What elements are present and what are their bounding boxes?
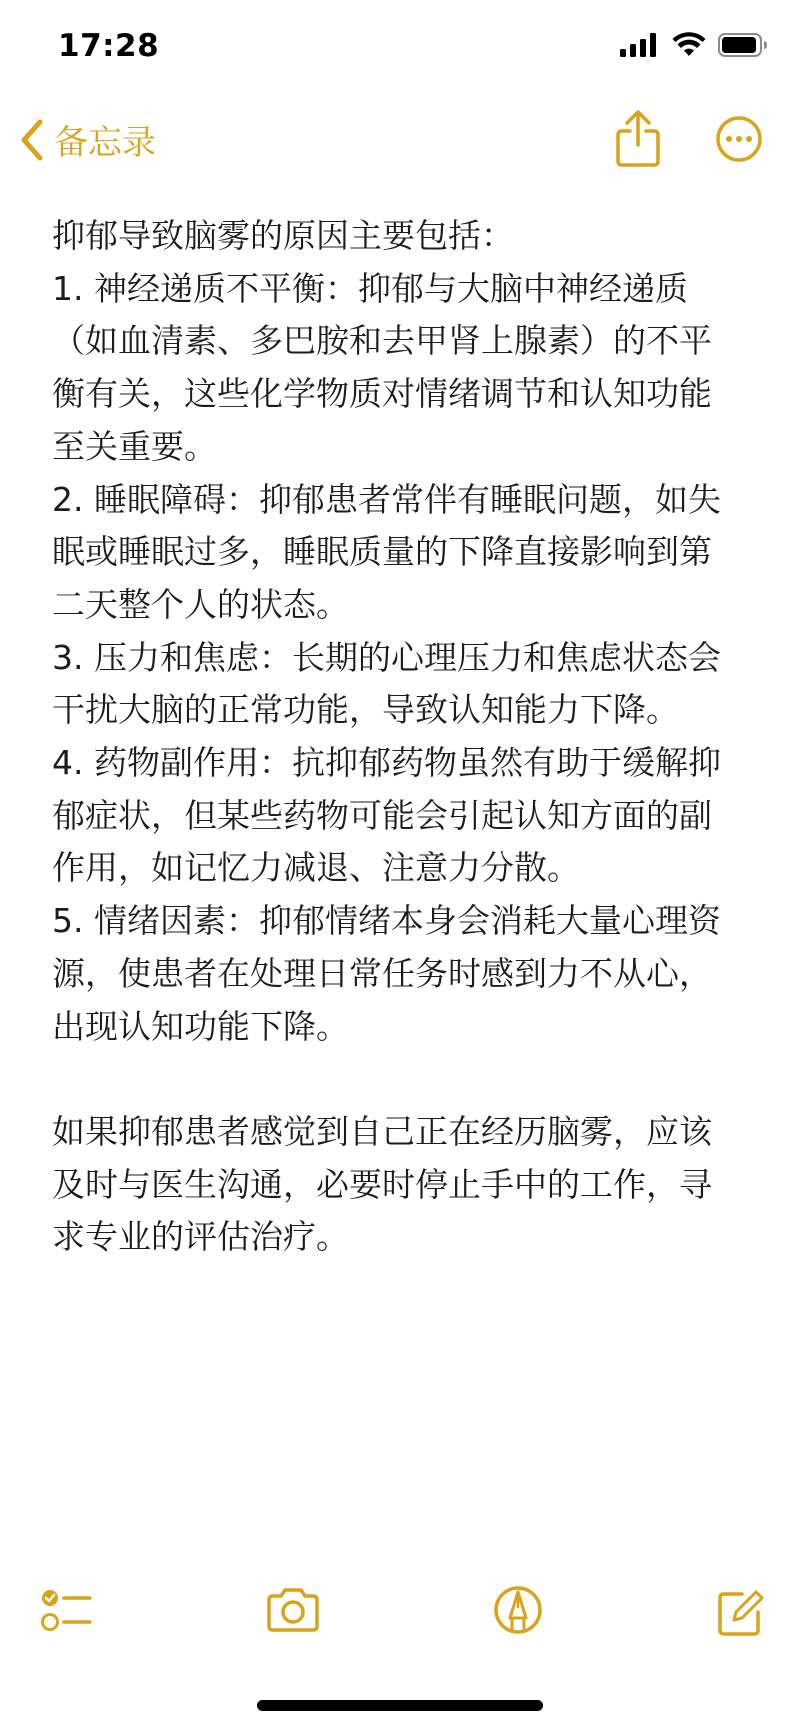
note-paragraph-1: 1. 神经递质不平衡：抑郁与大脑中神经递质（如血清素、多巴胺和去甲肾上腺素）的不平衡有关，这些化学物质对情绪调节和认知功能至关重要。 — [52, 268, 712, 466]
compose-icon — [714, 1580, 764, 1640]
note-blank-line — [52, 1053, 728, 1106]
camera-button[interactable] — [264, 1580, 322, 1644]
camera-icon — [264, 1580, 322, 1640]
share-icon — [612, 109, 664, 169]
ellipsis-circle-icon — [715, 115, 763, 163]
share-button[interactable] — [612, 109, 664, 169]
back-button[interactable] — [18, 115, 156, 164]
status-time: 17:28 — [58, 28, 160, 64]
cellular-signal-icon — [620, 33, 660, 57]
more-button[interactable] — [715, 115, 763, 163]
note-paragraph-3: 3. 压力和焦虑：长期的心理压力和焦虑状态会干扰大脑的正常功能，导致认知能力下降。 — [52, 637, 721, 730]
bottom-toolbar — [0, 1580, 800, 1650]
battery-icon — [718, 33, 768, 57]
status-icons — [620, 32, 768, 58]
compose-button[interactable] — [714, 1580, 764, 1644]
back-label: 备忘录 — [54, 123, 156, 163]
checklist-button[interactable] — [38, 1580, 94, 1644]
nav-bar — [0, 105, 800, 175]
note-paragraph-4: 4. 药物副作用：抗抑郁药物虽然有助于缓解抑郁症状，但某些药物可能会引起认知方面的副作用，如记忆力减退、注意力分散。 — [52, 743, 721, 888]
note-body[interactable] — [52, 210, 728, 1264]
chevron-left-icon — [18, 118, 46, 162]
markup-pen-icon — [492, 1580, 544, 1640]
note-paragraph-2: 2. 睡眠障碍：抑郁患者常伴有睡眠问题，如失眠或睡眠过多，睡眠质量的下降直接影响到第二天整个人的状态。 — [52, 479, 721, 624]
note-paragraph-intro: 抑郁导致脑雾的原因主要包括： — [52, 216, 514, 255]
note-paragraph-conclusion: 如果抑郁患者感觉到自己正在经历脑雾，应该及时与医生沟通，必要时停止手中的工作，寻求专业的评估治疗。 — [52, 1111, 712, 1257]
checklist-icon — [38, 1580, 94, 1640]
home-indicator[interactable] — [257, 1700, 543, 1711]
markup-button[interactable] — [492, 1580, 544, 1644]
wifi-icon — [672, 32, 706, 58]
status-bar — [0, 0, 800, 100]
note-paragraph-5: 5. 情绪因素：抑郁情绪本身会消耗大量心理资源，使患者在处理日常任务时感到力不从心，出现认知功能下降。 — [52, 901, 721, 1046]
